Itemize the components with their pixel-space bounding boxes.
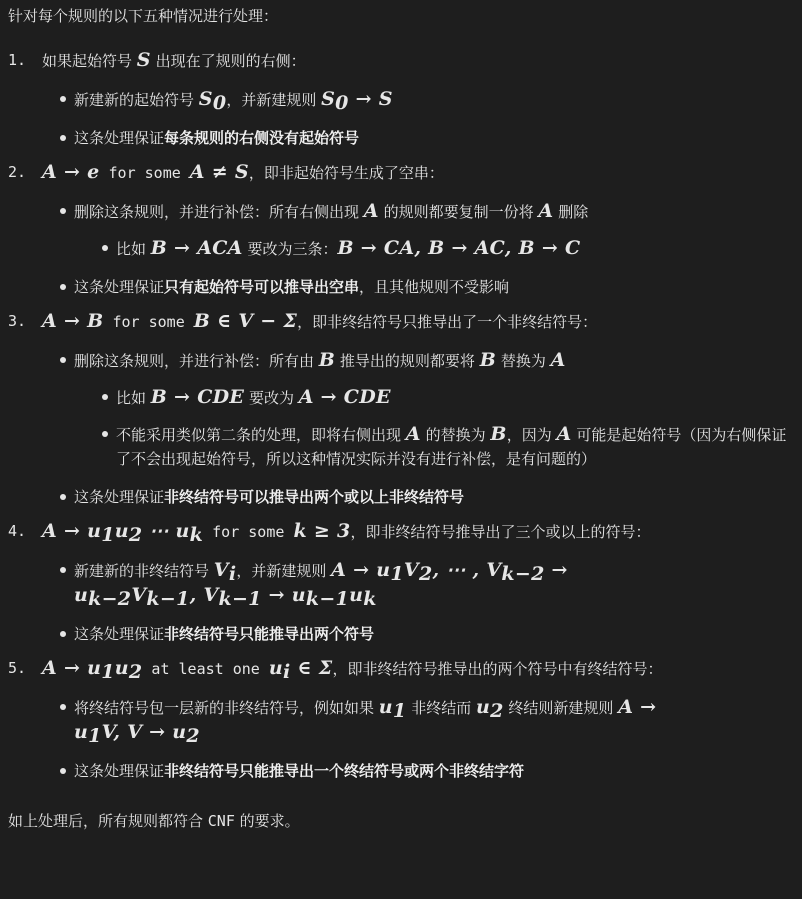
list-item-2 — [8, 160, 794, 185]
bullet-item: 这条处理保证非终结符号只能推导出一个终结符号或两个非终结字符 — [8, 759, 794, 783]
item-heading: 如果起始符号 S 出现在了规则的右侧： — [42, 49, 306, 71]
sub-bullet-item: 不能采用类似第二条的处理，即将右侧出现 A 的替换为 B，因为 A 可能是起始符号（因为右侧保证了不会出现起始符号，所以这种情况实际并没有进行补偿，是有问题的） — [8, 422, 794, 471]
bullet-item: 这条处理保证每条规则的右侧没有起始符号 — [8, 126, 794, 150]
list-item-4 — [8, 519, 794, 544]
bullet-list — [8, 199, 794, 299]
math-expr: S — [136, 49, 151, 71]
emphasis: 非终结符号只能推导出两个符号 — [164, 625, 375, 643]
document-body — [8, 4, 794, 833]
bullet-item: 删除这条规则，并进行补偿：所有右侧出现 A 的规则都要复制一份将 A 删除 — [8, 199, 794, 224]
bullet-list — [8, 695, 794, 783]
outro-paragraph: 如上处理后，所有规则都符合 CNF 的要求。 — [8, 812, 300, 830]
list-item-5 — [8, 656, 794, 681]
list-item-3 — [8, 309, 794, 334]
bullet-item: 这条处理保证非终结符号可以推导出两个或以上非终结符号 — [8, 485, 794, 509]
item-heading: A → e for some A ≠ S，即非起始符号生成了空串： — [42, 161, 444, 183]
bullet-item: 新建新的起始符号 $S_0$，并新建规则 $S_0 \to S$ — [8, 87, 794, 112]
bullet-item: 这条处理保证非终结符号只能推导出两个符号 — [8, 622, 794, 646]
bullet-list — [8, 348, 794, 509]
intro-paragraph: 针对每个规则的以下五种情况进行处理： — [8, 7, 279, 25]
emphasis: 每条规则的右侧没有起始符号 — [164, 129, 360, 147]
bullet-item: 删除这条规则，并进行补偿：所有由 B 推导出的规则都要将 B 替换为 A — [8, 348, 794, 373]
bullet-item: 这条处理保证只有起始符号可以推导出空串，且其他规则不受影响 — [8, 275, 794, 299]
sub-bullet-item: 比如 B → ACA 要改为三条：B → CA, B → AC, B → C — [8, 236, 794, 261]
list-item-1 — [8, 48, 794, 73]
bullet-list — [8, 87, 794, 150]
item-number: 3. — [8, 312, 27, 330]
item-heading: $A \to u_1u_2$ ⋯ $u_k$ for some k ≥ 3，即非终结符号推导出了三个或以上的符号： — [42, 520, 651, 546]
emphasis: 只有起始符号可以推导出空串 — [164, 278, 360, 296]
bullet-item: 新建新的非终结符号 $V_i$，并新建规则 $A \to u_1V_2$, ⋯ , $V_{k-2}$ → $u_{k-2}V_{k-1}$, $V_{k-1} \to u_{k-1}u_k$ — [8, 558, 794, 608]
emphasis: 非终结符号只能推导出一个终结符号或两个非终结字符 — [164, 762, 525, 780]
item-heading: $A \to u_1u_2$ at least one $u_i$ ∈ Σ，即非终结符号推导出的两个符号中有终结符号： — [42, 657, 663, 683]
item-number: 4. — [8, 522, 27, 540]
item-number: 5. — [8, 659, 27, 677]
sub-bullet-item: 比如 B → CDE 要改为 A → CDE — [8, 385, 794, 410]
emphasis: 非终结符号可以推导出两个或以上非终结符号 — [164, 488, 465, 506]
item-number: 1. — [8, 51, 27, 69]
item-heading: A → B for some B ∈ V − Σ，即非终结符号只推导出了一个非终结符号： — [42, 310, 598, 332]
item-number: 2. — [8, 163, 27, 181]
bullet-item: 将终结符号包一层新的非终结符号，例如如果 $u_1$ 非终结而 $u_2$ 终结则新建规则 A → $u_1V$, $V \to u_2$ — [8, 695, 794, 745]
bullet-list — [8, 558, 794, 646]
